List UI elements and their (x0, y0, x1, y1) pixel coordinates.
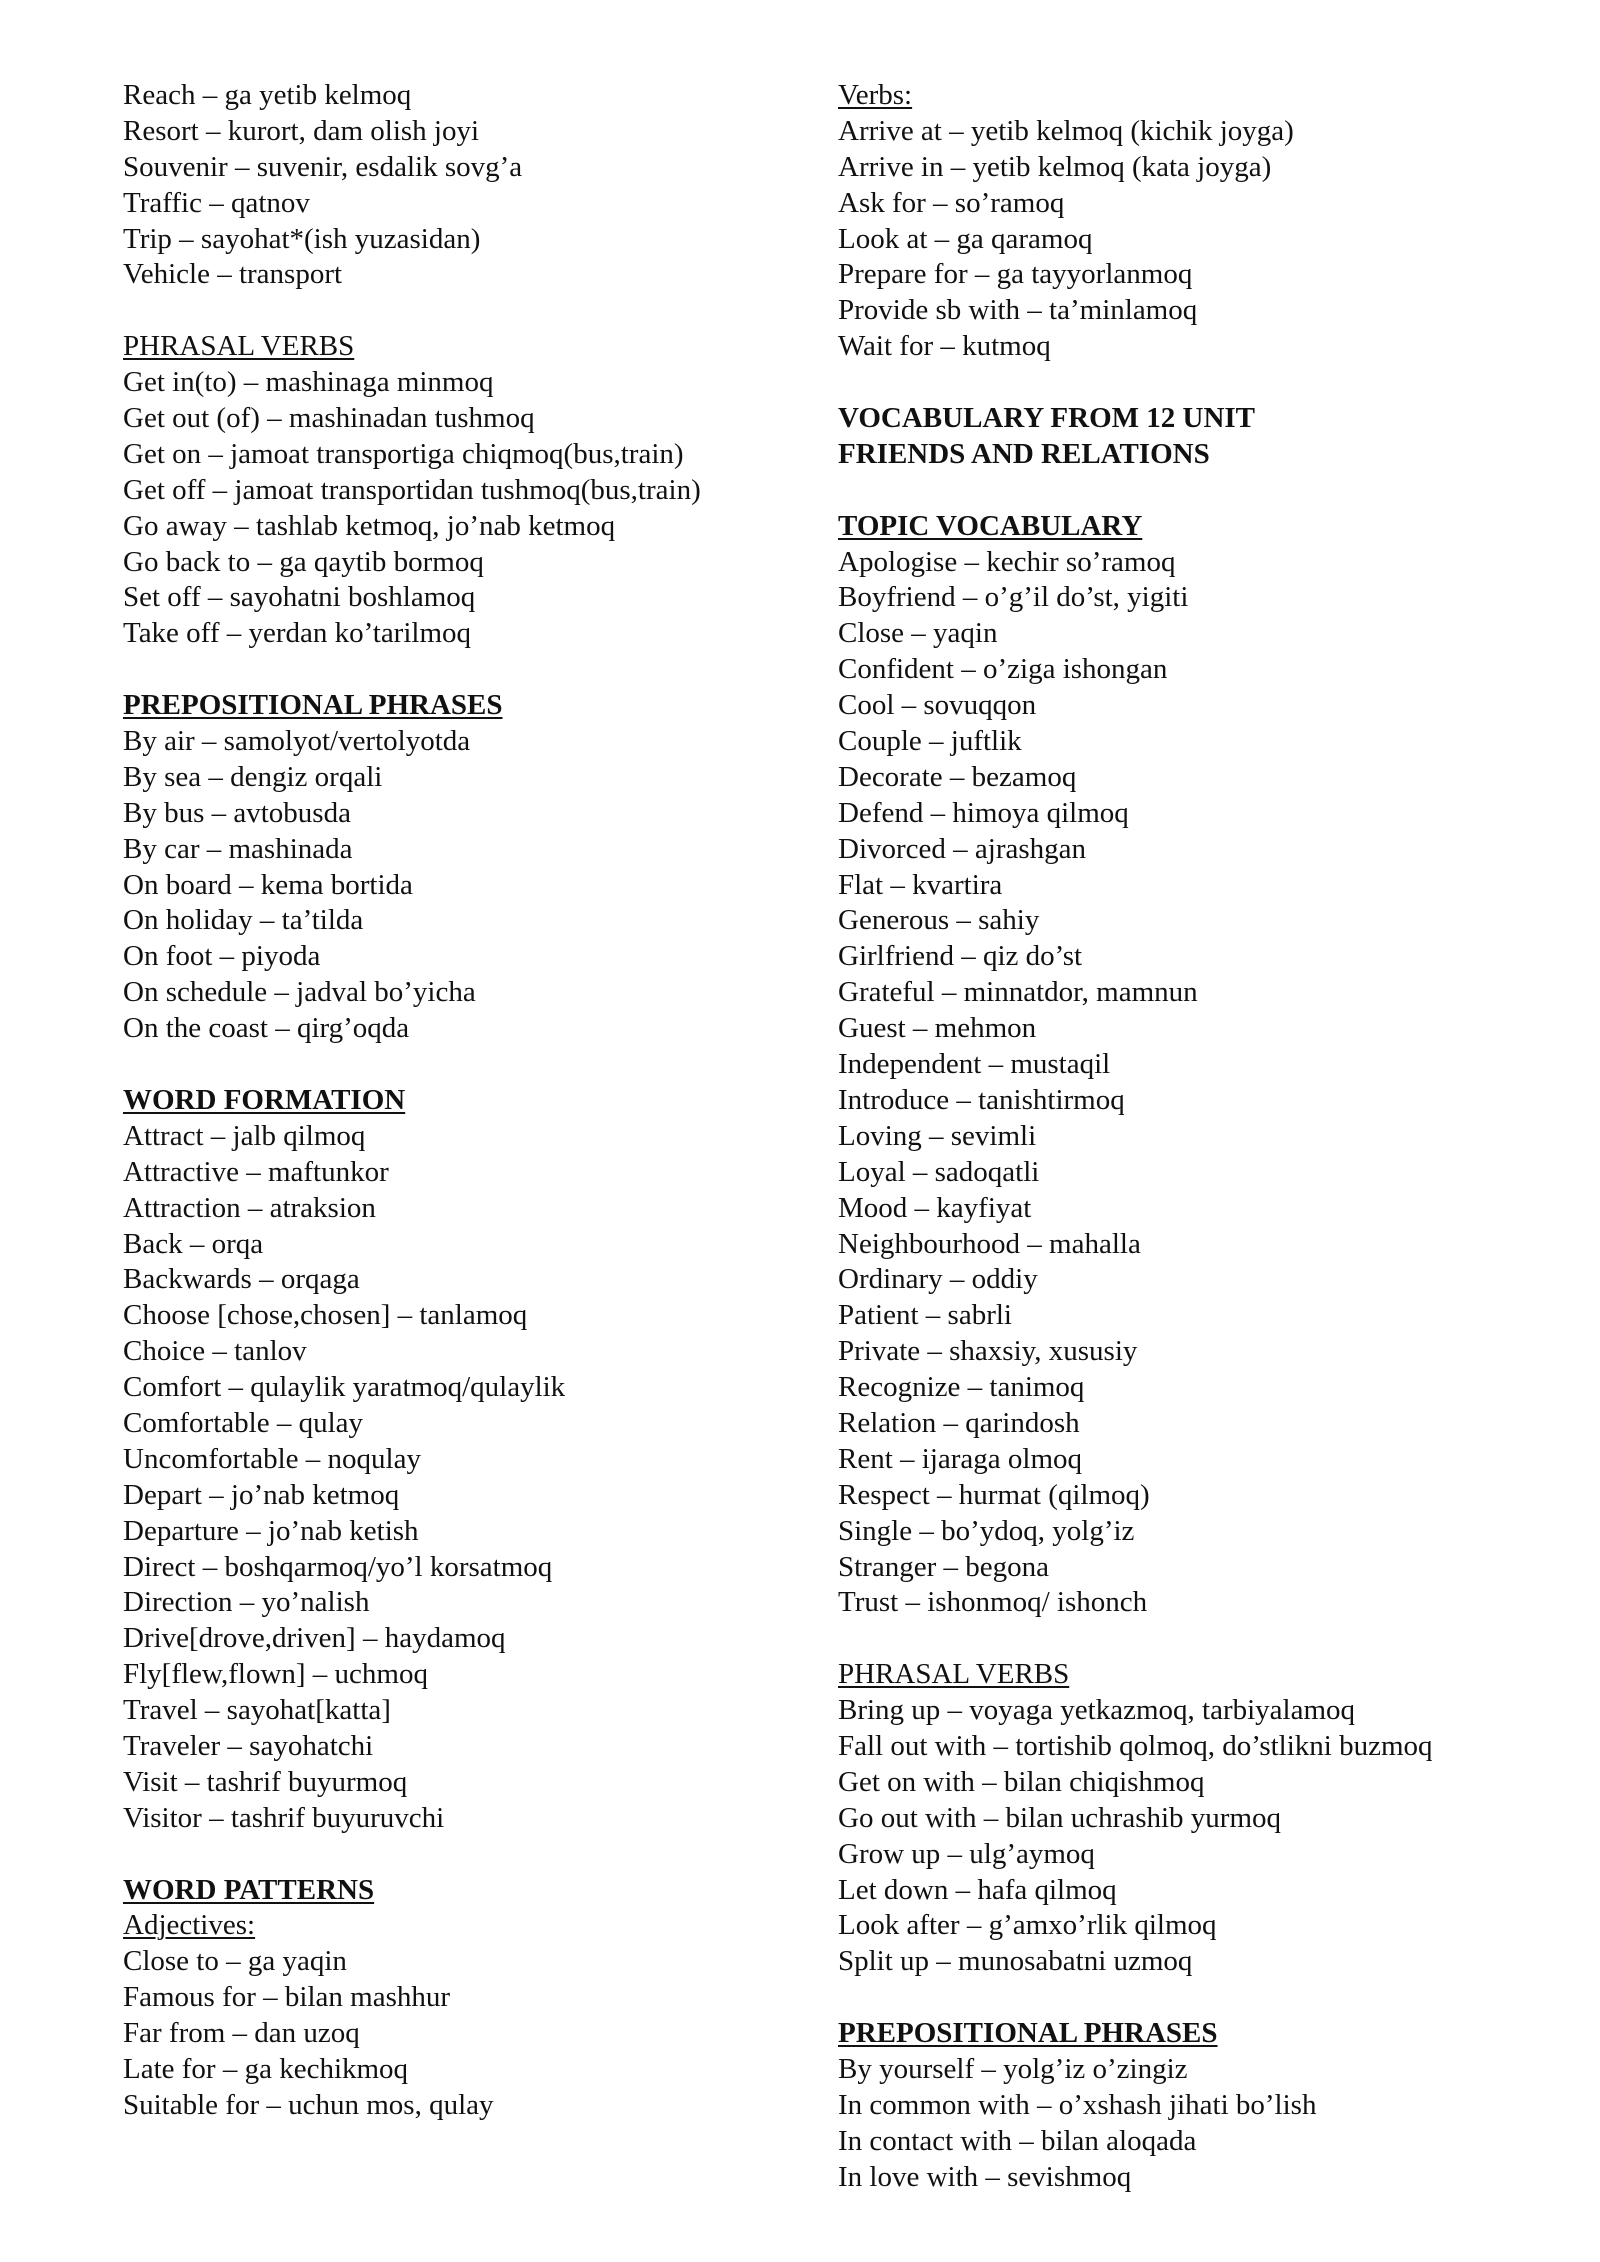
blank-line (838, 365, 1538, 401)
section-subheading-verbs: Verbs: (838, 79, 913, 111)
vocab-entry: Attract – jalb qilmoq (123, 1119, 366, 1152)
vocab-entry: Mood – kayfiyat (838, 1191, 1032, 1224)
vocab-entry: Defend – himoya qilmoq (838, 796, 1129, 829)
vocab-entry: Fall out with – tortishib qolmoq, do’stlikni buzmoq (838, 1729, 1433, 1762)
vocab-entry: Departure – jo’nab ketish (123, 1514, 419, 1547)
vocab-entry: By car – mashinada (123, 832, 353, 865)
vocab-entry: Traveler – sayohatchi (123, 1729, 374, 1762)
vocab-entry: Introduce – tanishtirmoq (838, 1083, 1125, 1116)
vocab-entry: Uncomfortable – noqulay (123, 1442, 421, 1475)
vocab-entry: Suitable for – uchun mos, qulay (123, 2088, 494, 2121)
vocab-entry: Loving – sevimli (838, 1119, 1037, 1152)
vocab-entry: Drive[drove,driven] – haydamoq (123, 1622, 506, 1655)
vocab-entry: Comfortable – qulay (123, 1406, 364, 1439)
vocab-entry: In common with – o’xshash jihati bo’lish (838, 2088, 1317, 2121)
vocab-entry: Respect – hurmat (qilmoq) (838, 1478, 1150, 1511)
vocab-entry: Famous for – bilan mashhur (123, 1981, 451, 2014)
vocab-entry: Visitor – tashrif buyuruvchi (123, 1801, 445, 1834)
blank-line (838, 473, 1538, 509)
vocab-entry: Private – shaxsiy, xususiy (838, 1335, 1138, 1368)
vocab-entry: Go out with – bilan uchrashib yurmoq (838, 1801, 1282, 1834)
vocab-entry: By bus – avtobusda (123, 796, 351, 829)
vocab-entry: Resort – kurort, dam olish joyi (123, 114, 480, 147)
vocab-entry: Single – bo’ydoq, yolg’iz (838, 1514, 1135, 1547)
vocab-entry: Fly[flew,flown] – uchmoq (123, 1658, 428, 1691)
vocab-entry: On the coast – qirg’oqda (123, 1012, 410, 1045)
vocab-entry: Flat – kvartira (838, 868, 1003, 901)
vocab-entry: Choose [chose,chosen] – tanlamoq (123, 1299, 528, 1332)
vocab-entry: Depart – jo’nab ketmoq (123, 1478, 400, 1511)
vocab-entry: Comfort – qulaylik yaratmoq/qulaylik (123, 1371, 566, 1404)
vocab-entry: Confident – o’ziga ishongan (838, 653, 1168, 686)
vocab-entry: Cool – sovuqqon (838, 689, 1037, 722)
vocab-entry: Guest – mehmon (838, 1012, 1037, 1045)
vocab-entry: Look at – ga qaramoq (838, 222, 1093, 255)
vocab-entry: Ask for – so’ramoq (838, 186, 1065, 219)
vocab-entry: Travel – sayohat[katta] (123, 1694, 391, 1727)
vocab-entry: Direction – yo’nalish (123, 1586, 370, 1619)
vocab-entry: Get on with – bilan chiqishmoq (838, 1765, 1205, 1798)
vocab-entry: Bring up – voyaga yetkazmoq, tarbiyalamoq (838, 1694, 1356, 1727)
vocab-entry: Go back to – ga qaytib bormoq (123, 545, 484, 578)
vocab-entry: Grateful – minnatdor, mamnun (838, 976, 1198, 1009)
vocab-entry: Get in(to) – mashinaga minmoq (123, 366, 494, 399)
vocab-entry: Close – yaqin (838, 617, 998, 650)
section-heading-prepositional-phrases: PREPOSITIONAL PHRASES (838, 2017, 1218, 2050)
vocab-entry: Recognize – tanimoq (838, 1371, 1085, 1404)
vocab-entry: Choice – tanlov (123, 1335, 307, 1368)
vocab-entry: Patient – sabrli (838, 1299, 1012, 1332)
vocab-entry: Girlfriend – qiz do’st (838, 940, 1083, 973)
blank-line (838, 1621, 1538, 1657)
vocab-entry: Get off – jamoat transportidan tushmoq(bus,train) (123, 473, 701, 506)
vocab-entry: Split up – munosabatni uzmoq (838, 1945, 1193, 1978)
vocab-entry: On board – kema bortida (123, 868, 413, 901)
vocab-entry: Neighbourhood – mahalla (838, 1227, 1141, 1260)
unit-title-line: FRIENDS AND RELATIONS (838, 437, 1210, 470)
vocab-entry: Trip – sayohat*(ish yuzasidan) (123, 222, 481, 255)
section-heading-prepositional-phrases: PREPOSITIONAL PHRASES (123, 689, 503, 722)
section-subheading-adjectives: Adjectives: (123, 1909, 256, 1942)
section-subheading-phrasal-verbs: PHRASAL VERBS (838, 1658, 1070, 1691)
vocab-entry: Rent – ijaraga olmoq (838, 1442, 1083, 1475)
vocab-entry: Loyal – sadoqatli (838, 1155, 1040, 1188)
vocab-entry: Souvenir – suvenir, esdalik sovg’a (123, 150, 523, 183)
vocab-entry: Get on – jamoat transportiga chiqmoq(bus,train) (123, 437, 684, 470)
vocab-entry: By yourself – yolg’iz o’zingiz (838, 2052, 1188, 2085)
vocab-entry: In love with – sevishmoq (838, 2160, 1132, 2193)
vocab-entry: Stranger – begona (838, 1550, 1049, 1583)
vocab-entry: Direct – boshqarmoq/yo’l korsatmoq (123, 1550, 553, 1583)
vocab-entry: Arrive at – yetib kelmoq (kichik joyga) (838, 114, 1294, 147)
unit-title-line: VOCABULARY FROM 12 UNIT (838, 402, 1256, 435)
vocab-entry: Ordinary – oddiy (838, 1263, 1038, 1296)
vocab-entry: On holiday – ta’tilda (123, 904, 364, 937)
section-heading-word-patterns: WORD PATTERNS (123, 1873, 375, 1906)
blank-line (123, 1047, 783, 1083)
vocab-entry: Late for – ga kechikmoq (123, 2052, 409, 2085)
left-column (123, 78, 783, 2124)
vocab-entry: On foot – piyoda (123, 940, 321, 973)
section-heading-topic-vocabulary: TOPIC VOCABULARY (838, 509, 1143, 542)
vocab-entry: Take off – yerdan ko’tarilmoq (123, 617, 472, 650)
vocab-entry: Prepare for – ga tayyorlanmoq (838, 258, 1193, 291)
vocab-entry: Go away – tashlab ketmoq, jo’nab ketmoq (123, 509, 616, 542)
vocab-entry: In contact with – bilan aloqada (838, 2124, 1197, 2157)
vocab-entry: Look after – g’amxo’rlik qilmoq (838, 1909, 1217, 1942)
vocab-entry: Let down – hafa qilmoq (838, 1873, 1117, 1906)
vocab-entry: Independent – mustaqil (838, 1048, 1111, 1081)
vocab-entry: Reach – ga yetib kelmoq (123, 79, 412, 111)
section-subheading-phrasal-verbs: PHRASAL VERBS (123, 330, 355, 363)
vocab-entry: Boyfriend – o’g’il do’st, yigiti (838, 581, 1189, 614)
vocab-entry: Decorate – bezamoq (838, 760, 1077, 793)
blank-line (123, 1837, 783, 1873)
vocab-entry: Relation – qarindosh (838, 1406, 1080, 1439)
vocab-entry: Get out (of) – mashinadan tushmoq (123, 402, 535, 435)
vocab-entry: On schedule – jadval bo’yicha (123, 976, 476, 1009)
vocab-entry: By air – samolyot/vertolyotda (123, 725, 471, 758)
section-heading-word-formation: WORD FORMATION (123, 1083, 406, 1116)
vocab-entry: Couple – juftlik (838, 725, 1022, 758)
vocab-entry: Arrive in – yetib kelmoq (kata joyga) (838, 150, 1272, 183)
vocab-entry: Set off – sayohatni boshlamoq (123, 581, 476, 614)
vocab-entry: By sea – dengiz orqali (123, 760, 383, 793)
vocab-entry: Apologise – kechir so’ramoq (838, 545, 1176, 578)
vocab-entry: Grow up – ulg’aymoq (838, 1837, 1095, 1870)
vocab-entry: Back – orqa (123, 1227, 264, 1260)
vocab-entry: Backwards – orqaga (123, 1263, 360, 1296)
vocab-entry: Attractive – maftunkor (123, 1155, 389, 1188)
vocab-entry: Attraction – atraksion (123, 1191, 376, 1224)
blank-line (123, 293, 783, 329)
vocab-entry: Close to – ga yaqin (123, 1945, 347, 1978)
vocab-entry: Trust – ishonmoq/ ishonch (838, 1586, 1148, 1619)
right-column (838, 78, 1538, 2196)
vocab-entry: Far from – dan uzoq (123, 2017, 360, 2050)
vocab-entry: Visit – tashrif buyurmoq (123, 1765, 408, 1798)
vocab-entry: Vehicle – transport (123, 258, 343, 291)
blank-line (123, 652, 783, 688)
vocab-entry: Traffic – qatnov (123, 186, 310, 219)
vocab-entry: Provide sb with – ta’minlamoq (838, 294, 1198, 327)
vocab-entry: Divorced – ajrashgan (838, 832, 1087, 865)
blank-line (838, 1980, 1538, 2016)
vocab-entry: Generous – sahiy (838, 904, 1040, 937)
vocab-entry: Wait for – kutmoq (838, 330, 1051, 363)
